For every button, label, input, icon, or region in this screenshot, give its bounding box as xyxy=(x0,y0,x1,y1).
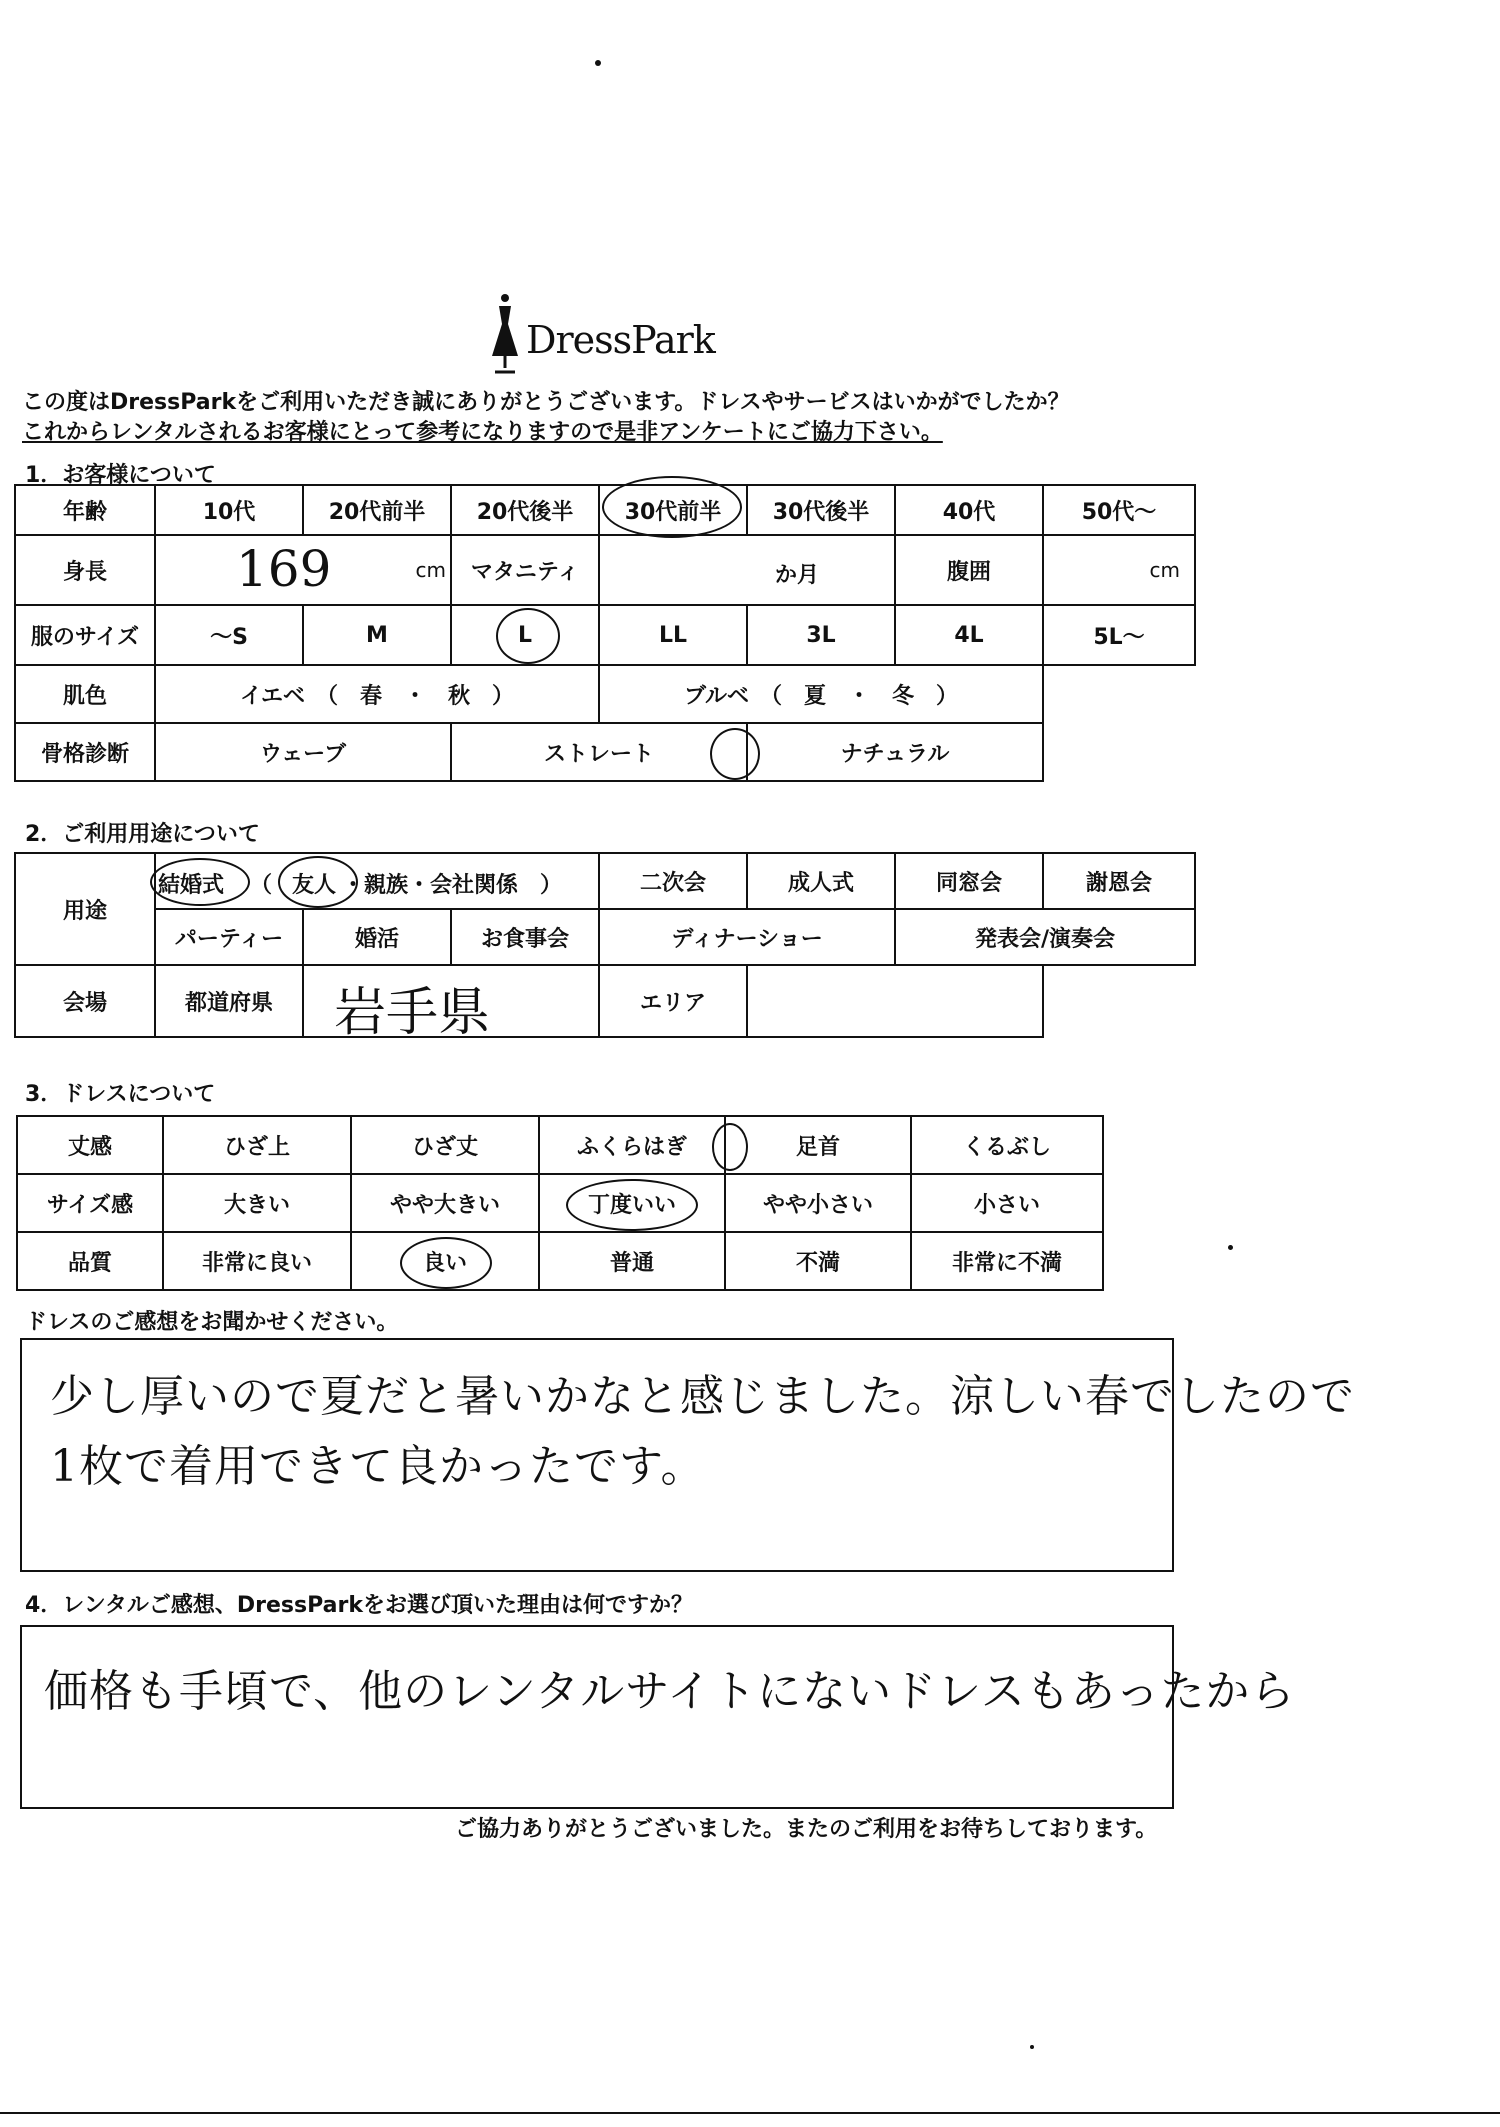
thank-you-footer: ご協力ありがとうございました。またのご利用をお待ちしております。 xyxy=(455,1817,1158,1842)
scan-speck xyxy=(1030,2045,1034,2049)
length-row xyxy=(17,1116,1103,1174)
length-option[interactable] xyxy=(725,1116,911,1174)
length-option-label: 足首 xyxy=(795,1134,840,1160)
maternity-label: マタニティ xyxy=(451,535,599,605)
usage-option[interactable]: 発表会/演奏会 xyxy=(895,909,1195,965)
empty-cell xyxy=(1043,723,1195,781)
fit-label: サイズ感 xyxy=(17,1174,163,1232)
fit-option-label: 丁度いい xyxy=(587,1192,676,1218)
body-type-row xyxy=(15,723,1195,781)
quality-label: 品質 xyxy=(17,1232,163,1290)
reason-answer: 価格も手頃で、他のレンタルサイトにないドレスもあったから xyxy=(44,1666,1296,1717)
quality-option[interactable]: 非常に不満 xyxy=(911,1232,1103,1290)
dress-mannequin-icon xyxy=(488,290,522,375)
dress-table xyxy=(16,1115,1104,1291)
skin-blue-option[interactable]: ブルベ （ 夏 ・ 冬 ） xyxy=(599,665,1043,723)
length-option[interactable]: ひざ丈 xyxy=(351,1116,539,1174)
selection-circle xyxy=(712,1123,748,1171)
size-label: 服のサイズ xyxy=(15,605,155,665)
height-value: 169 xyxy=(236,540,332,598)
age-option[interactable]: 30代後半 xyxy=(747,485,895,535)
quality-option[interactable]: 普通 xyxy=(539,1232,725,1290)
age-label: 年齢 xyxy=(15,485,155,535)
scan-speck xyxy=(1228,1245,1233,1250)
quality-option-label: 良い xyxy=(422,1250,467,1276)
usage-option[interactable]: 謝恩会 xyxy=(1043,853,1195,909)
selection-circle xyxy=(602,476,742,538)
size-option[interactable]: 5L～ xyxy=(1043,605,1195,665)
skin-yellow-option[interactable]: イエベ （ 春 ・ 秋 ） xyxy=(155,665,599,723)
age-option[interactable]: 50代～ xyxy=(1043,485,1195,535)
months-unit: か月 xyxy=(775,563,820,588)
friend-label: 友人 xyxy=(292,873,337,898)
length-label: 丈感 xyxy=(17,1116,163,1174)
empty-cell xyxy=(1043,665,1195,723)
usage-option[interactable]: 婚活 xyxy=(303,909,451,965)
usage-row-1 xyxy=(15,853,1195,909)
prefecture-value: 岩手県 xyxy=(334,983,491,1043)
age-option-selected[interactable] xyxy=(599,485,747,535)
waist-unit: cm xyxy=(1149,558,1180,582)
area-field[interactable] xyxy=(747,965,1043,1037)
usage-option[interactable]: パーティー xyxy=(155,909,303,965)
length-option[interactable]: ひざ上 xyxy=(163,1116,351,1174)
age-option[interactable]: 40代 xyxy=(895,485,1043,535)
section-4-title: 4．レンタルご感想、DressParkをお選び頂いた理由は何ですか？ xyxy=(25,1593,693,1618)
body-type-option-label: ナチュラル xyxy=(840,741,950,767)
area-label: エリア xyxy=(599,965,747,1037)
logo-text: DressPark xyxy=(526,318,715,362)
age-option[interactable]: 10代 xyxy=(155,485,303,535)
bottom-edge-line xyxy=(0,2112,1500,2114)
empty-cell xyxy=(1043,965,1195,1037)
size-row xyxy=(15,605,1195,665)
prefecture-field[interactable] xyxy=(303,965,599,1043)
intro-text xyxy=(22,388,1070,448)
age-option[interactable]: 20代後半 xyxy=(451,485,599,535)
length-option[interactable]: くるぶし xyxy=(911,1116,1103,1174)
quality-option-selected[interactable] xyxy=(351,1232,539,1290)
selection-circle xyxy=(710,728,760,780)
size-option[interactable]: 4L xyxy=(895,605,1043,665)
scan-speck xyxy=(595,60,601,66)
intro-line-1: この度はDressParkをご利用いただき誠にありがとうございます。ドレスやサービスはいかがでしたか？ xyxy=(22,390,1070,415)
venue-row xyxy=(15,965,1195,1037)
skin-label: 肌色 xyxy=(15,665,155,723)
body-type-option[interactable] xyxy=(747,723,1043,781)
height-label: 身長 xyxy=(15,535,155,605)
skin-row xyxy=(15,665,1195,723)
fit-option[interactable]: 小さい xyxy=(911,1174,1103,1232)
selection-circle xyxy=(496,608,560,664)
usage-option[interactable]: 二次会 xyxy=(599,853,747,909)
waist-label: 腹囲 xyxy=(895,535,1043,605)
wedding-option[interactable] xyxy=(155,853,599,909)
fit-option[interactable]: やや小さい xyxy=(725,1174,911,1232)
size-option[interactable]: 3L xyxy=(747,605,895,665)
age-row xyxy=(15,485,1195,535)
size-option-selected[interactable] xyxy=(451,605,599,665)
height-unit: cm xyxy=(415,558,446,582)
usage-option[interactable]: ディナーショー xyxy=(599,909,895,965)
section-1-title: 1．お客様について xyxy=(25,463,216,488)
age-option-label: 30代前半 xyxy=(624,499,722,525)
intro-line-2: これからレンタルされるお客様にとって参考になりますので是非アンケートにご協力下さい。 xyxy=(22,420,943,445)
quality-option[interactable]: 非常に良い xyxy=(163,1232,351,1290)
dresspark-logo xyxy=(488,290,748,380)
size-option[interactable]: LL xyxy=(599,605,747,665)
section-3-title: 3．ドレスについて xyxy=(25,1082,216,1107)
quality-option[interactable]: 不満 xyxy=(725,1232,911,1290)
age-option[interactable]: 20代前半 xyxy=(303,485,451,535)
fit-option-selected[interactable] xyxy=(539,1174,725,1232)
dress-comment-box[interactable] xyxy=(20,1338,1355,1572)
usage-option[interactable]: 同窓会 xyxy=(895,853,1043,909)
size-option[interactable]: ～S xyxy=(155,605,303,665)
reason-box[interactable] xyxy=(20,1625,1296,1809)
size-option[interactable]: M xyxy=(303,605,451,665)
usage-row-2 xyxy=(15,909,1195,965)
body-type-label: 骨格診断 xyxy=(15,723,155,781)
selection-circle xyxy=(150,858,250,906)
selection-circle xyxy=(400,1237,492,1289)
length-option[interactable]: ふくらはぎ xyxy=(539,1116,725,1174)
section-2-title: 2．ご利用用途について xyxy=(25,822,260,847)
paren-open: （ xyxy=(250,873,273,898)
height-row xyxy=(15,535,1195,605)
dress-comment-prompt: ドレスのご感想をお聞かせください。 xyxy=(25,1310,399,1335)
body-type-option[interactable]: ストレート xyxy=(451,723,747,781)
fit-row xyxy=(17,1174,1103,1232)
venue-label: 会場 xyxy=(15,965,155,1037)
height-field[interactable] xyxy=(155,535,451,605)
usage-option[interactable]: 成人式 xyxy=(747,853,895,909)
fit-option[interactable]: 大きい xyxy=(163,1174,351,1232)
body-type-option[interactable]: ウェーブ xyxy=(155,723,451,781)
customer-info-table xyxy=(14,484,1196,782)
usage-option[interactable]: お食事会 xyxy=(451,909,599,965)
usage-table xyxy=(14,852,1196,1043)
waist-field[interactable] xyxy=(1043,535,1195,605)
maternity-field[interactable] xyxy=(599,535,895,605)
selection-circle xyxy=(566,1179,698,1231)
wedding-rest: ・親族・会社関係 ） xyxy=(342,873,563,898)
purpose-label: 用途 xyxy=(15,853,155,965)
fit-option[interactable]: やや大きい xyxy=(351,1174,539,1232)
size-option-label: L xyxy=(517,622,533,648)
dress-comment-line-2: 1枚で着用できて良かったです。 xyxy=(50,1441,706,1492)
wedding-label: 結婚式 xyxy=(158,873,225,898)
quality-row xyxy=(17,1232,1103,1290)
prefecture-label: 都道府県 xyxy=(155,965,303,1037)
dress-comment-line-1: 少し厚いので夏だと暑いかなと感じました。涼しい春でしたので xyxy=(50,1371,1355,1422)
